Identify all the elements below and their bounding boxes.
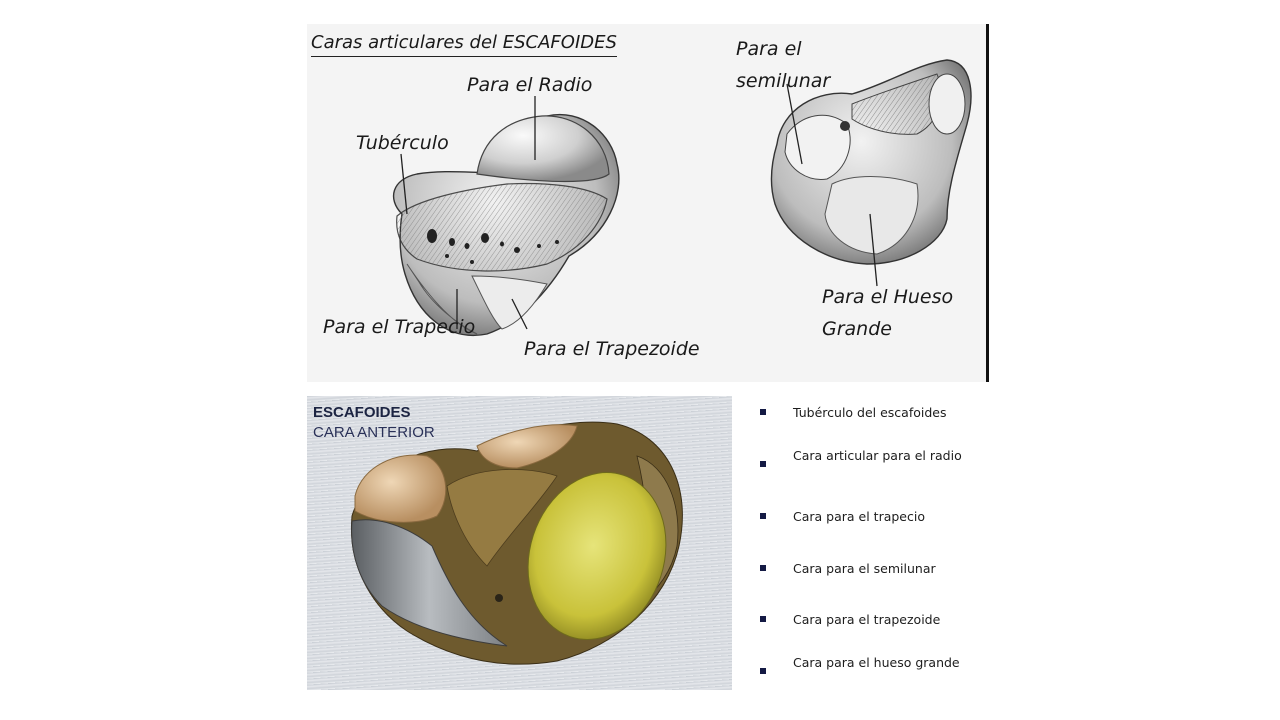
label-para-el-hueso-grande-2: Grande [822,318,892,340]
photo-title: ESCAFOIDES [313,404,411,421]
label-para-el-semilunar-1: Para el [736,38,802,60]
photo-panel [307,396,732,690]
label-para-el-radio: Para el Radio [467,74,593,96]
square-bullet-icon [760,616,766,622]
list-item-text: Cara para el trapezoide [793,612,941,627]
label-tuberculo: Tubérculo [356,132,449,154]
label-para-el-semilunar-2: semilunar [736,70,831,92]
top-illustration-panel [307,24,989,382]
square-bullet-icon [760,461,766,467]
label-para-el-trapecio: Para el Trapecio [323,316,476,338]
square-bullet-icon [760,565,766,571]
drawing-title: Caras articulares del ESCAFOIDES [311,30,617,57]
square-bullet-icon [760,409,766,415]
list-item-text: Cara para el trapecio [793,509,925,524]
list-item-text: Cara para el hueso grande [793,655,960,670]
label-para-el-trapezoide: Para el Trapezoide [524,338,700,360]
list-item-text: Tubérculo del escafoides [793,405,947,420]
photo-subtitle: CARA ANTERIOR [313,424,435,441]
square-bullet-icon [760,513,766,519]
list-item-text: Cara articular para el radio [793,448,962,463]
square-bullet-icon [760,668,766,674]
label-para-el-hueso-grande-1: Para el Hueso [822,286,954,308]
list-item-text: Cara para el semilunar [793,561,936,576]
